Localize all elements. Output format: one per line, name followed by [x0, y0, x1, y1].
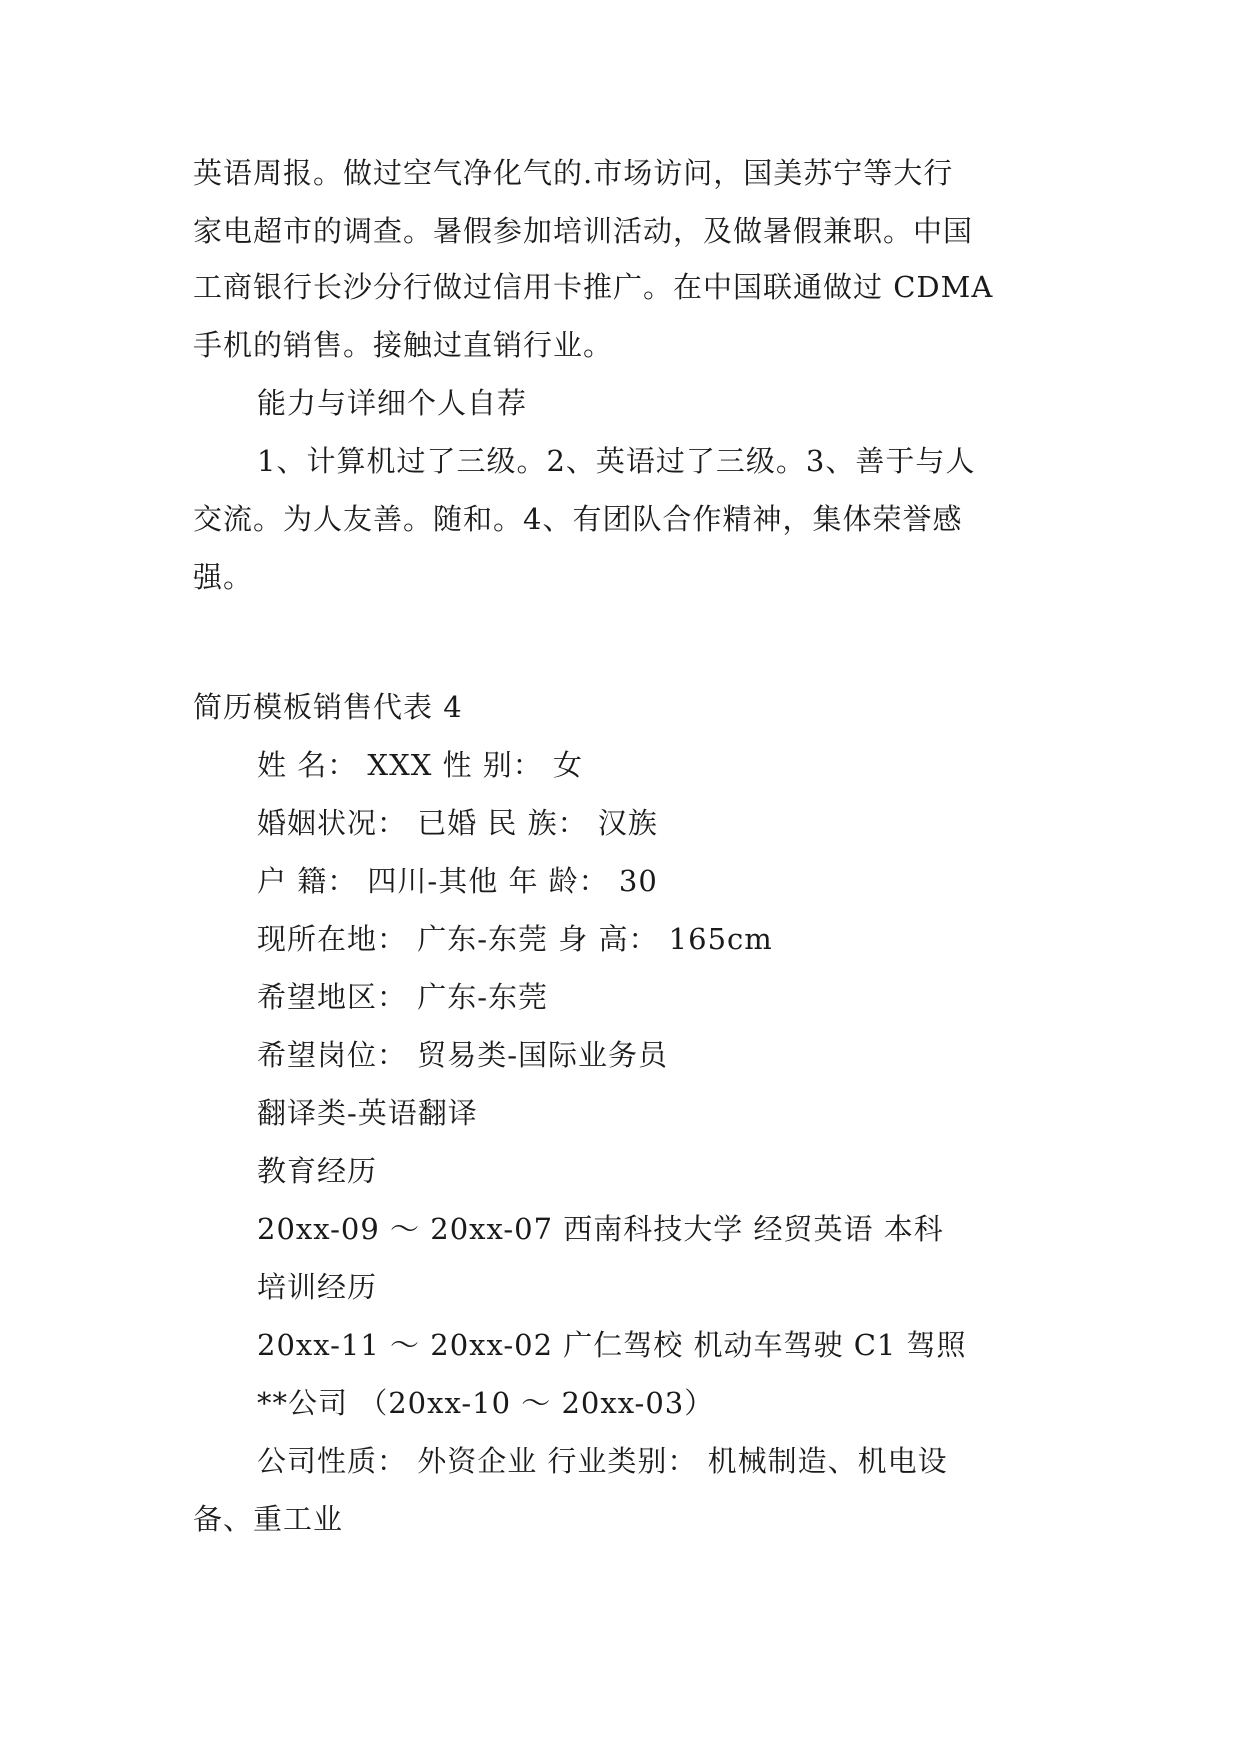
- paragraph-line: 家电超市的调查。暑假参加培训活动，及做暑假兼职。中国: [193, 214, 974, 248]
- section-heading-ability: 能力与详细个人自荐: [257, 386, 528, 420]
- paragraph-line: 英语周报。做过空气净化气的.市场访问，国美苏宁等大行: [193, 156, 954, 190]
- ability-line: 交流。为人友善。随和。4、有团队合作精神，集体荣誉感: [193, 502, 963, 536]
- training-heading: 培训经历: [257, 1270, 378, 1304]
- field-desired-position: 希望岗位： 贸易类-国际业务员: [257, 1038, 669, 1072]
- ability-line: 强。: [193, 560, 254, 594]
- field-location-height: 现所在地： 广东-东莞 身 高： 165cm: [257, 922, 773, 956]
- education-heading: 教育经历: [257, 1154, 378, 1188]
- education-entry: 20xx-09 ～ 20xx-07 西南科技大学 经贸英语 本科: [257, 1212, 944, 1246]
- paragraph-line: 工商银行长沙分行做过信用卡推广。在中国联通做过 CDMA: [193, 270, 994, 304]
- field-marital-ethnic: 婚姻状况： 已婚 民 族： 汉族: [257, 806, 658, 840]
- ability-line: 1、计算机过了三级。2、英语过了三级。3、善于与人: [257, 444, 976, 478]
- field-name-gender: 姓 名： XXX 性 别： 女: [257, 748, 584, 782]
- training-entry: 20xx-11 ～ 20xx-02 广仁驾校 机动车驾驶 C1 驾照: [257, 1328, 967, 1362]
- paragraph-line: 手机的销售。接触过直销行业。: [193, 328, 614, 362]
- company-nature-line: 备、重工业: [193, 1502, 344, 1536]
- field-desired-position-2: 翻译类-英语翻译: [257, 1096, 478, 1130]
- company-nature-line: 公司性质： 外资企业 行业类别： 机械制造、机电设: [257, 1444, 948, 1478]
- field-hukou-age: 户 籍： 四川-其他 年 龄： 30: [257, 864, 658, 898]
- company-entry: **公司 （20xx-10 ～ 20xx-03）: [257, 1386, 715, 1420]
- resume-title: 简历模板销售代表 4: [193, 690, 463, 724]
- field-desired-region: 希望地区： 广东-东莞: [257, 980, 549, 1014]
